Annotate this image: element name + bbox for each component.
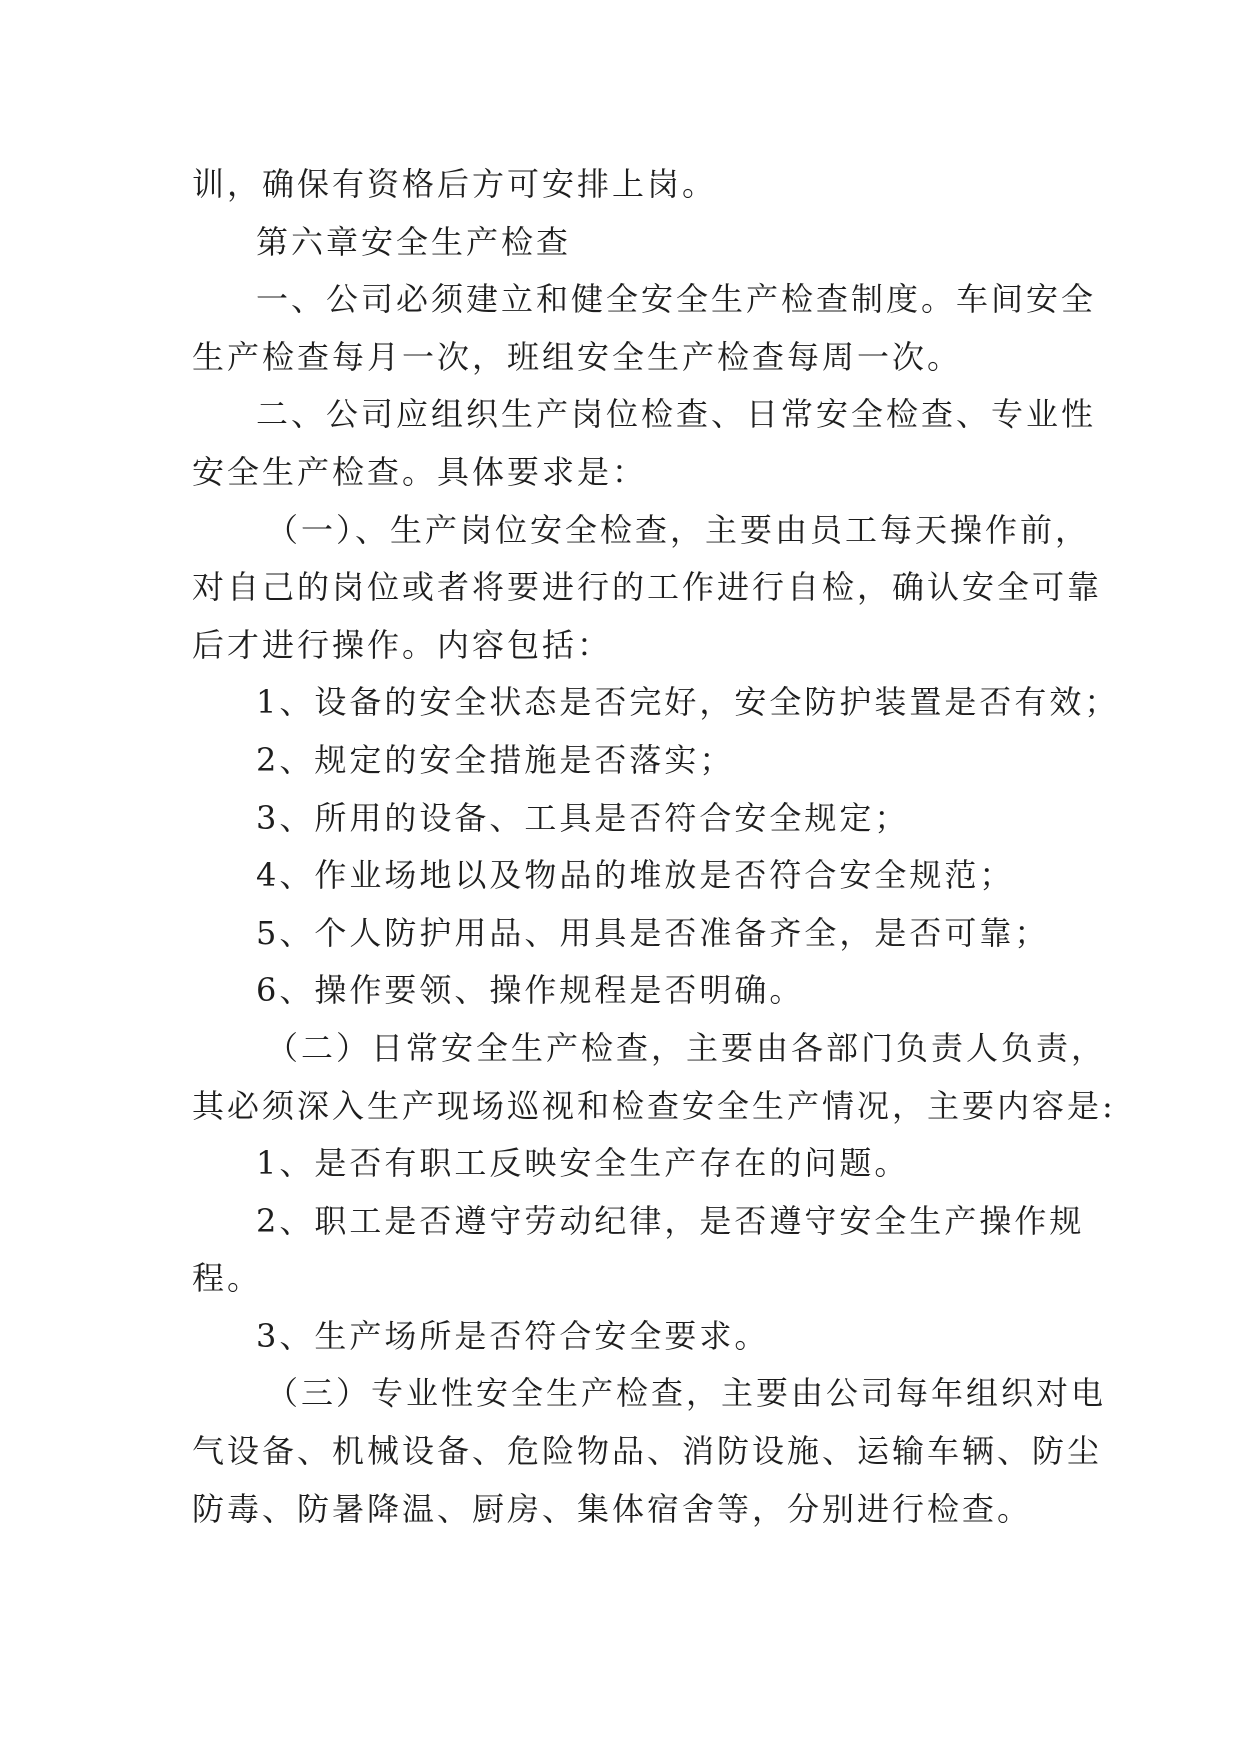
list-item: 1、设备的安全状态是否完好，安全防护装置是否有效； xyxy=(256,683,1120,722)
text-line: （三）专业性安全生产检查，主要由公司每年组织对电 xyxy=(266,1374,1107,1413)
list-item: 2、职工是否遵守劳动纪律，是否遵守安全生产操作规 xyxy=(256,1201,1085,1240)
text-line: （一）、生产岗位安全检查，主要由员工每天操作前， xyxy=(266,510,1091,549)
chapter-heading: 第六章安全生产检查 xyxy=(256,222,572,261)
text-line: 防毒、防暑降温、厨房、集体宿舍等，分别进行检查。 xyxy=(192,1489,1033,1528)
list-item: 3、所用的设备、工具是否符合安全规定； xyxy=(256,798,910,837)
list-item: 1、是否有职工反映安全生产存在的问题。 xyxy=(256,1144,910,1183)
text-line: 气设备、机械设备、危险物品、消防设施、运输车辆、防尘 xyxy=(192,1432,1103,1471)
text-line: 其必须深入生产现场巡视和检查安全生产情况，主要内容是: xyxy=(192,1086,1116,1125)
text-line: 生产检查每月一次，班组安全生产检查每周一次。 xyxy=(192,337,963,376)
document-body xyxy=(192,156,1120,1538)
text-line: 后才进行操作。内容包括： xyxy=(192,625,613,664)
list-item: 4、作业场地以及物品的堆放是否符合安全规范； xyxy=(256,856,1015,895)
list-item: 6、操作要领、操作规程是否明确。 xyxy=(256,971,805,1010)
text-line: 安全生产检查。具体要求是： xyxy=(192,452,648,491)
text-line: 训，确保有资格后方可安排上岗。 xyxy=(192,165,718,203)
list-item: 5、个人防护用品、用具是否准备齐全，是否可靠； xyxy=(256,913,1050,952)
text-line: 对自己的岗位或者将要进行的工作进行自检，确认安全可靠 xyxy=(192,568,1103,607)
text-line: 程。 xyxy=(192,1259,263,1298)
text-line: （二）日常安全生产检查，主要由各部门负责人负责， xyxy=(266,1028,1107,1067)
text-line: 二、公司应组织生产岗位检查、日常安全检查、专业性 xyxy=(256,395,1097,434)
text-line: 一、公司必须建立和健全安全生产检查制度。车间安全 xyxy=(256,280,1097,319)
list-item: 2、规定的安全措施是否落实； xyxy=(256,740,735,779)
list-item: 3、生产场所是否符合安全要求。 xyxy=(256,1316,770,1355)
